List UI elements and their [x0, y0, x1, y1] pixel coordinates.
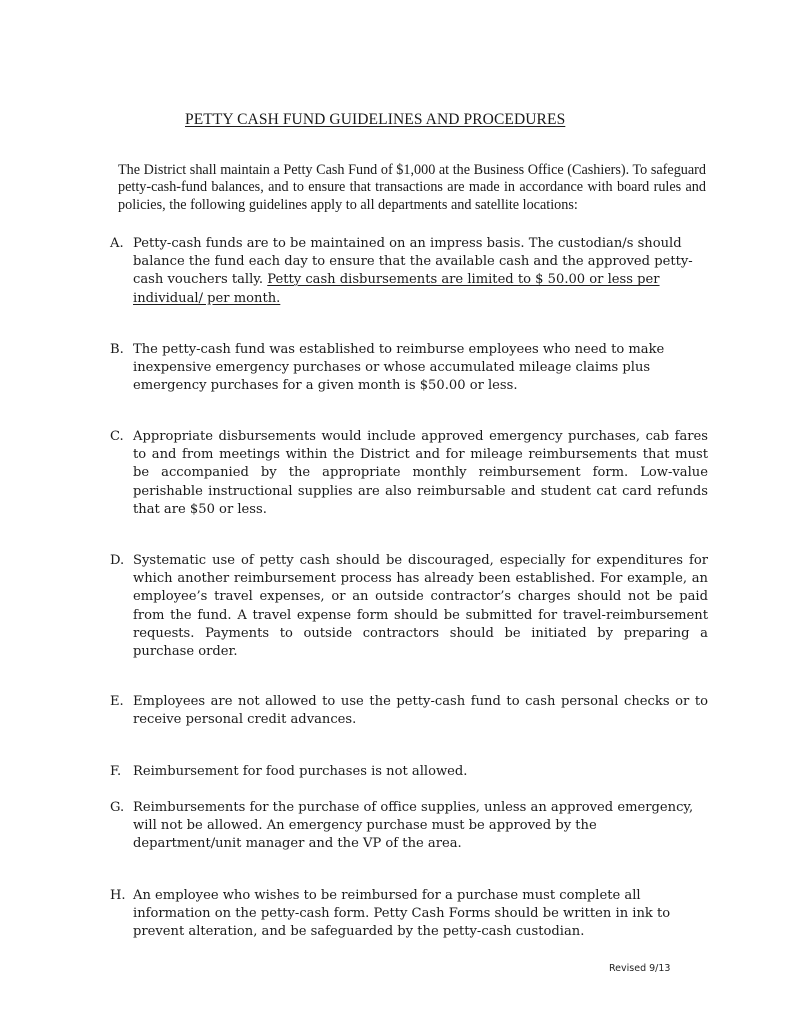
item-letter: C. — [110, 429, 124, 444]
guideline-item-g — [110, 799, 708, 854]
guideline-item-f — [110, 763, 708, 781]
item-underlined-text: Petty cash disbursements are limited to $ 50.00 or less per individual/ per month. — [133, 272, 660, 306]
item-letter: H. — [110, 888, 126, 903]
revision-footer: Revised 9/13 — [609, 963, 671, 974]
item-text: An employee who wishes to be reimbursed for a purchase must complete all information on the petty-cash form. Petty Cash Forms should be written in ink to prevent alteration, and be safeguarded by the petty-cash custodian. — [133, 888, 671, 940]
item-letter: F. — [110, 764, 122, 779]
guideline-item-c — [110, 428, 708, 519]
item-text: Reimbursements for the purchase of office supplies, unless an approved emergency, will not be allowed. An emergency purchase must be approved by the department/unit manager and the VP of the area. — [133, 800, 694, 852]
item-text: Appropriate disbursements would include approved emergency purchases, cab fares to and from meetings within the District and for mileage reimbursements that must be accompanied by the appropriate monthly reimbursement form. Low-value perishable instructional supplies are also reimbursable and student cat card refunds that are $50 or less. — [133, 429, 708, 517]
document-title: PETTY CASH FUND GUIDELINES AND PROCEDURES — [185, 111, 566, 128]
guideline-item-d — [110, 552, 708, 661]
item-text: Employees are not allowed to use the petty-cash fund to cash personal checks or to receive personal credit advances. — [133, 694, 708, 728]
item-text: Systematic use of petty cash should be discouraged, especially for expenditures for which another reimbursement process has already been established. For example, an employee’s travel expenses, or an outside contractor’s charges should not be paid from the fund. A travel expense form should be submitted for travel-reimbursement requests. Payments to outside contractors should be initiated by preparing a purchase order. — [133, 553, 708, 660]
guideline-item-b — [110, 341, 708, 396]
item-letter: A. — [110, 236, 124, 251]
item-letter: E. — [110, 694, 124, 709]
item-letter: D. — [110, 553, 125, 568]
item-text: Petty-cash funds are to be maintained on an impress basis. The custodian/s should balance the fund each day to ensure that the available cash and the approved petty-cash vouchers tally. — [133, 236, 693, 288]
guideline-item-e — [110, 693, 708, 729]
guideline-item-a — [110, 235, 708, 308]
item-letter: B. — [110, 342, 124, 357]
item-text: The petty-cash fund was established to reimburse employees who need to make inexpensive emergency purchases or whose accumulated mileage claims plus emergency purchases for a given month is $50.00 or less. — [133, 342, 665, 394]
guideline-item-h — [110, 887, 708, 942]
item-letter: G. — [110, 800, 125, 815]
intro-paragraph: The District shall maintain a Petty Cash Fund of $1,000 at the Business Office (Cashiers). To safeguard petty-cash-fund balances, and to ensure that transactions are made in accordance with board rules and policies, the following guidelines apply to all departments and satellite locations: — [118, 162, 706, 213]
item-text: Reimbursement for food purchases is not allowed. — [133, 764, 468, 779]
